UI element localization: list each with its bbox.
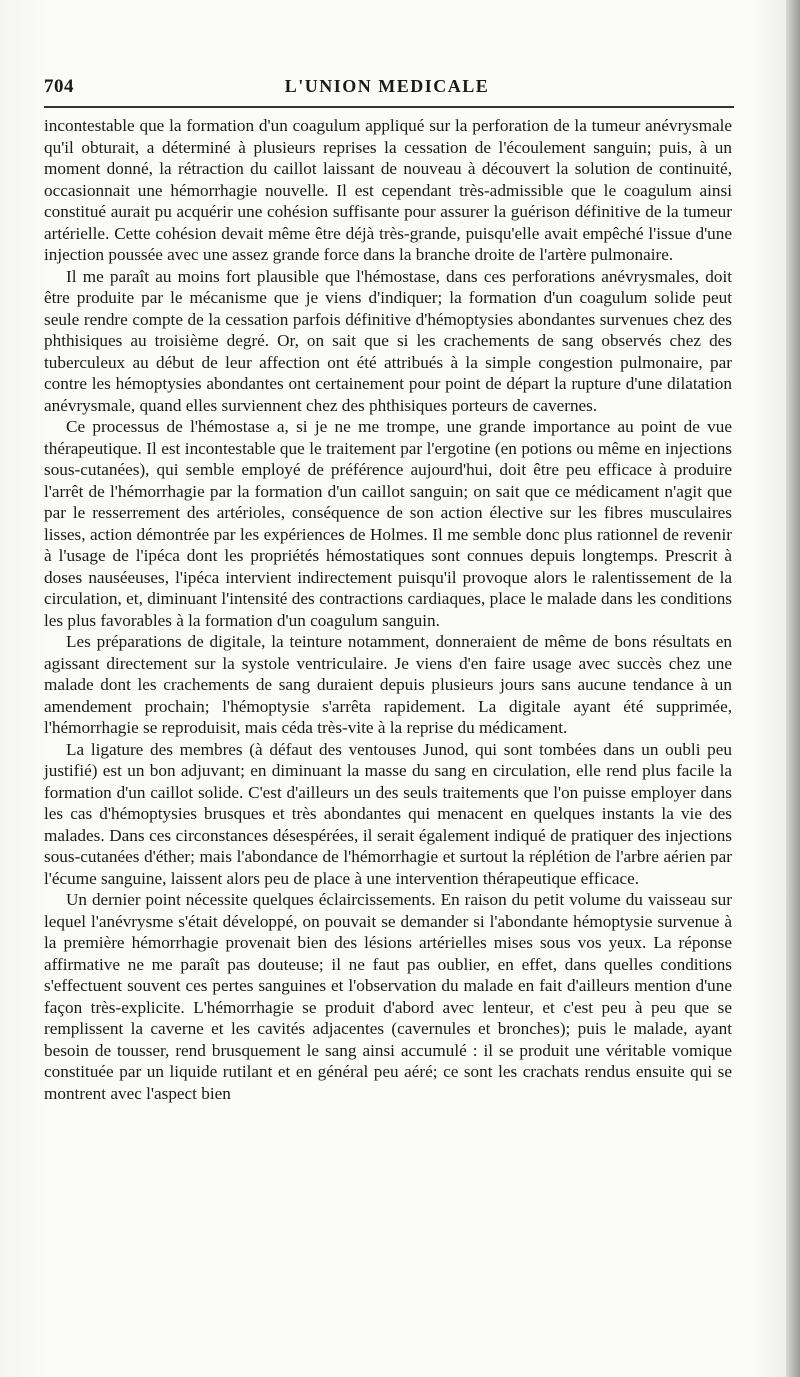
header-rule (44, 106, 734, 108)
page-edge-shadow (786, 0, 800, 1377)
paragraph-5: La ligature des membres (à défaut des ventouses Junod, qui sont tombées dans un oubli peu justifié) est un bon adjuvant; en diminuant la masse du sang en circulation, elle rend plus facile la formation d'un caillot solide. C'est d'ailleurs un des seuls traitements que l'on puisse employer dans les cas d'hémoptysies brusques et très abondantes qui menacent en quelques instants la vie des malades. Dans ces circonstances désespérées, il serait également indiqué de pratiquer des injections sous-cutanées d'éther; mais l'abondance de l'hémorrhagie et surtout la réplétion de l'arbre aérien par l'écume sanguine, laissent alors peu de place à une intervention thérapeutique efficace. (44, 739, 732, 888)
paragraph-6: Un dernier point nécessite quelques éclaircissements. En raison du petit volume du vaisseau sur lequel l'anévrysme s'était développé, on pouvait se demander si l'abondante hémoptysie survenue à la première hémorrhagie provenait bien des lésions artérielles mises sous vos yeux. La réponse affirmative ne me paraît pas douteuse; il ne faut pas oublier, en effet, dans quelles conditions s'effectuent souvent ces pertes sanguines et l'observation du malade en fait d'ailleurs mention d'une façon très-explicite. L'hémorrhagie se produit d'abord avec lenteur, et c'est peu à peu que se remplissent la caverne et les cavités adjacentes (cavernules et bronches); puis le malade, ayant besoin de tousser, rend brusquement le sang ainsi accumulé : il se produit une véritable vomique constituée par un liquide rutilant et en général peu aéré; ce sont les crachats rendus ensuite qui se montrent avec l'aspect bien (44, 890, 732, 1103)
body-text (44, 115, 732, 1104)
page-number: 704 (44, 76, 74, 97)
paragraph-4: Les préparations de digitale, la teinture notamment, donneraient de même de bons résultats en agissant directement sur la systole ventriculaire. Je viens d'en faire usage avec succès chez une malade dont les crachements de sang duraient depuis plusieurs jours sans aucune tendance à un amendement prochain; l'hémoptysie s'arrêta rapidement. La digitale ayant été supprimée, l'hémorrhagie se reproduisit, mais céda très-vite à la reprise du médicament. (44, 632, 732, 737)
running-title: L'UNION MEDICALE (284, 76, 490, 96)
paragraph-1: incontestable que la formation d'un coagulum appliqué sur la perforation de la tumeur anévrysmale qu'il obturait, a déterminé à plusieurs reprises la cessation de l'écoulement sanguin; puis, à un moment donné, la rétraction du caillot laissant de nouveau à découvert la solution de continuité, occasionnait une hémorrhagie nouvelle. Il est cependant très-admissible que le coagulum ainsi constitué aurait pu acquérir une cohésion suffisante pour assurer la guérison définitive de la tumeur artérielle. Cette cohésion devait même être déjà très-grande, puisqu'elle avait empêché l'issue d'une injection poussée avec une assez grande force dans la branche droite de l'artère pulmonaire. (44, 116, 732, 264)
paragraph-2: Il me paraît au moins fort plausible que l'hémostase, dans ces perforations anévrysmales, doit être produite par le mécanisme que je viens d'indiquer; la formation d'un coagulum solide peut seule rendre compte de la cessation parfois définitive d'hémoptysies abondantes survenues chez des phthisiques au troisième degré. Or, on sait que si les crachements de sang observés chez des tuberculeux au début de leur affection ont été attribués à la simple congestion pulmonaire, par contre les hémoptysies abondantes ont certainement pour point de départ la rupture d'une dilatation anévrysmale, quand elles surviennent chez des phthisiques porteurs de cavernes. (44, 266, 732, 415)
page-header (44, 76, 730, 102)
paragraph-3: Ce processus de l'hémostase a, si je ne me trompe, une grande importance au point de vue thérapeutique. Il est incontestable que le traitement par l'ergotine (en potions ou même en injections sous-cutanées), qui semble employé de préférence aujourd'hui, doit être peu efficace à produire l'arrêt de l'hémorrhagie par la formation d'un caillot sanguin; on sait que ce médicament n'agit que par le resserrement des artérioles, conséquence de son action élective sur les fibres musculaires lisses, action démontrée par les expériences de Holmes. Il me semble donc plus rationnel de revenir à l'usage de l'ipéca dont les propriétés hémostatiques sont connues depuis longtemps. Prescrit à doses nauséeuses, l'ipéca intervient indirectement puisqu'il provoque alors le ralentissement de la circulation, et, diminuant l'intensité des contractions cardiaques, place le malade dans les conditions les plus favorables à la formation d'un coagulum sanguin. (44, 417, 732, 630)
